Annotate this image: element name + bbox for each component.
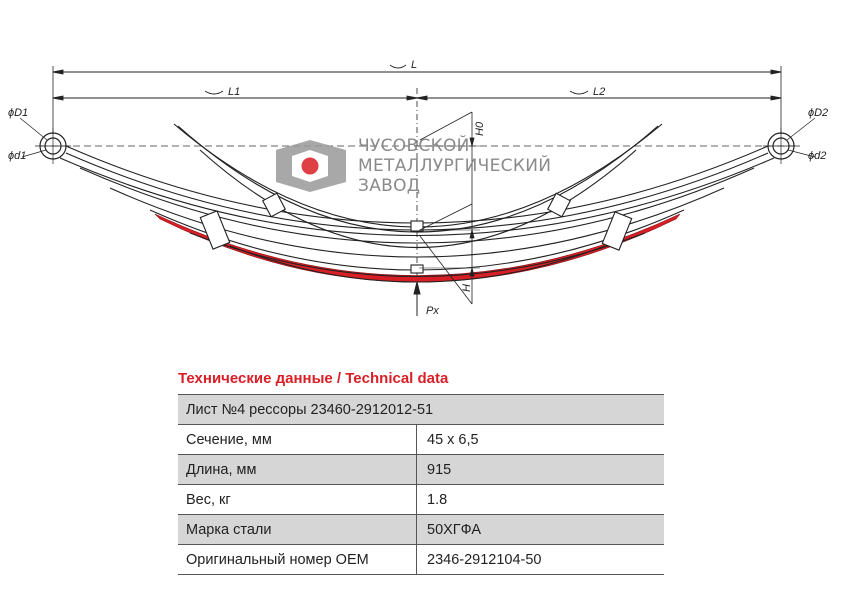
- row-value: 2346-2912104-50: [417, 545, 665, 575]
- table-row: [178, 455, 664, 485]
- dim-H-label: H: [461, 284, 473, 292]
- table-row: [178, 545, 664, 575]
- dim-D1-label: ϕD1: [8, 107, 29, 119]
- load-Px-label: Pх: [426, 305, 439, 317]
- dim-L-label: L: [411, 59, 418, 71]
- row-label: Сечение, мм: [178, 425, 417, 455]
- technical-data-title: Технические данные / Technical data: [178, 370, 449, 387]
- row-value: 915: [417, 455, 665, 485]
- row-label: Марка стали: [178, 515, 417, 545]
- left-eye: [20, 118, 71, 164]
- part-name-cell: Лист №4 рессоры 23460-2912012-51: [178, 395, 664, 425]
- dim-H0-label: H0: [474, 121, 486, 136]
- company-logo-text: [358, 136, 551, 196]
- row-label: Оригинальный номер ОЕМ: [178, 545, 417, 575]
- table-row: [178, 515, 664, 545]
- company-logo-icon: [276, 140, 346, 192]
- logo-line-2: МЕТАЛЛУРГИЧЕСКИЙ: [358, 156, 552, 176]
- table-row: [178, 425, 664, 455]
- row-label: Длина, мм: [178, 455, 417, 485]
- dim-d1-label: ϕd1: [8, 150, 27, 162]
- load-arrow: [414, 282, 420, 316]
- dim-L2-label: L2: [593, 86, 606, 98]
- dim-L1-label: L1: [228, 86, 241, 98]
- table-header-row: [178, 395, 664, 425]
- dim-d2-label: ϕd2: [808, 150, 827, 162]
- logo-line-1: ЧУСОВСКОЙ: [358, 136, 470, 156]
- technical-data-table: [178, 394, 664, 575]
- row-value: 1.8: [417, 485, 665, 515]
- table-row: [178, 485, 664, 515]
- dim-D2-label: ϕD2: [808, 107, 829, 119]
- logo-line-3: ЗАВОД: [358, 176, 421, 196]
- row-label: Вес, кг: [178, 485, 417, 515]
- row-value: 45 х 6,5: [417, 425, 665, 455]
- row-value: 50ХГФА: [417, 515, 665, 545]
